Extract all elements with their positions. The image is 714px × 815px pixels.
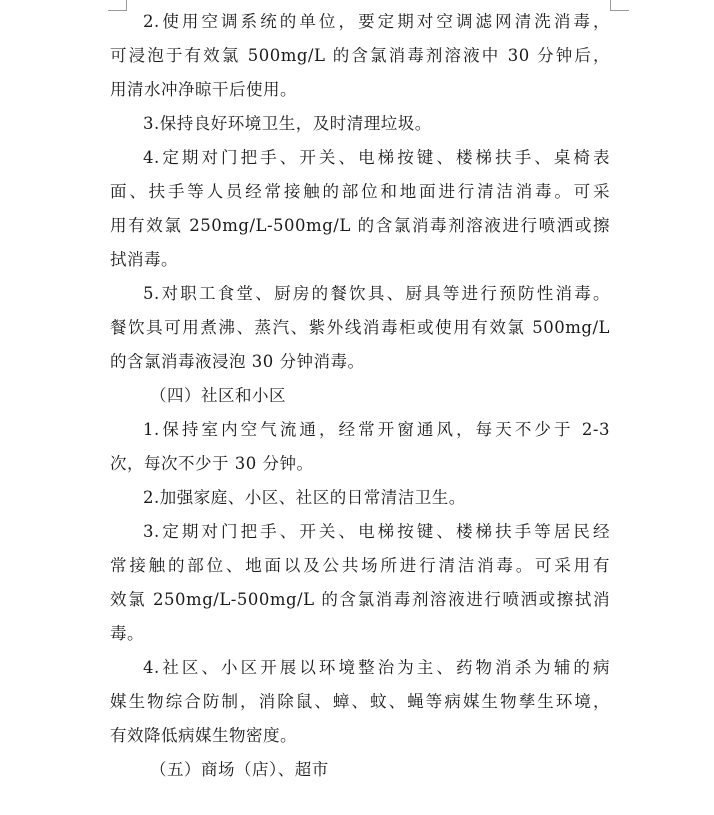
- paragraph-line: 2.使用空调系统的单位，要定期对空调滤网清洗消毒，: [143, 12, 610, 31]
- paragraph-line: 1.保持室内空气流通，经常开窗通风，每天不少于 2-3: [143, 420, 610, 439]
- paragraph-line: 毒。: [110, 624, 144, 643]
- paragraph-line: 3.定期对门把手、开关、电梯按键、楼梯扶手等居民经: [143, 522, 610, 541]
- paragraph-line: 5.对职工食堂、厨房的餐饮具、厨具等进行预防性消毒。: [143, 284, 610, 303]
- section-heading: （四）社区和小区: [150, 386, 286, 405]
- paragraph-line: 效氯 250mg/L-500mg/L 的含氯消毒剂溶液进行喷洒或擦拭消: [110, 590, 610, 609]
- page-margin-marker-right: [610, 0, 629, 11]
- paragraph-line: 2.加强家庭、小区、社区的日常清洁卫生。: [143, 488, 466, 507]
- paragraph-line: 的含氯消毒液浸泡 30 分钟消毒。: [110, 352, 365, 371]
- paragraph-line: 常接触的部位、地面以及公共场所进行清洁消毒。可采用有: [110, 556, 610, 575]
- paragraph-line: 面、扶手等人员经常接触的部位和地面进行清洁消毒。可采: [110, 182, 610, 201]
- paragraph-line: 有效降低病媒生物密度。: [110, 726, 297, 745]
- paragraph-line: 3.保持良好环境卫生，及时清理垃圾。: [143, 114, 432, 133]
- paragraph-line: 4.定期对门把手、开关、电梯按键、楼梯扶手、桌椅表: [143, 148, 610, 167]
- paragraph-line: 拭消毒。: [110, 250, 178, 269]
- document-body: [110, 5, 610, 787]
- paragraph-line: 可浸泡于有效氯 500mg/L 的含氯消毒剂溶液中 30 分钟后，: [110, 46, 610, 65]
- paragraph-line: 用有效氯 250mg/L-500mg/L 的含氯消毒剂溶液进行喷洒或擦: [110, 216, 610, 235]
- paragraph-line: 次，每次不少于 30 分钟。: [110, 454, 314, 473]
- paragraph-line: 餐饮具可用煮沸、蒸汽、紫外线消毒柜或使用有效氯 500mg/L: [110, 318, 610, 337]
- paragraph-line: 用清水冲净晾干后使用。: [110, 80, 297, 99]
- paragraph-line: 4.社区、小区开展以环境整治为主、药物消杀为辅的病: [143, 658, 610, 677]
- section-heading: （五）商场（店）、超市: [150, 760, 329, 779]
- paragraph-line: 媒生物综合防制，消除鼠、蟑、蚊、蝇等病媒生物孳生环境，: [110, 692, 610, 711]
